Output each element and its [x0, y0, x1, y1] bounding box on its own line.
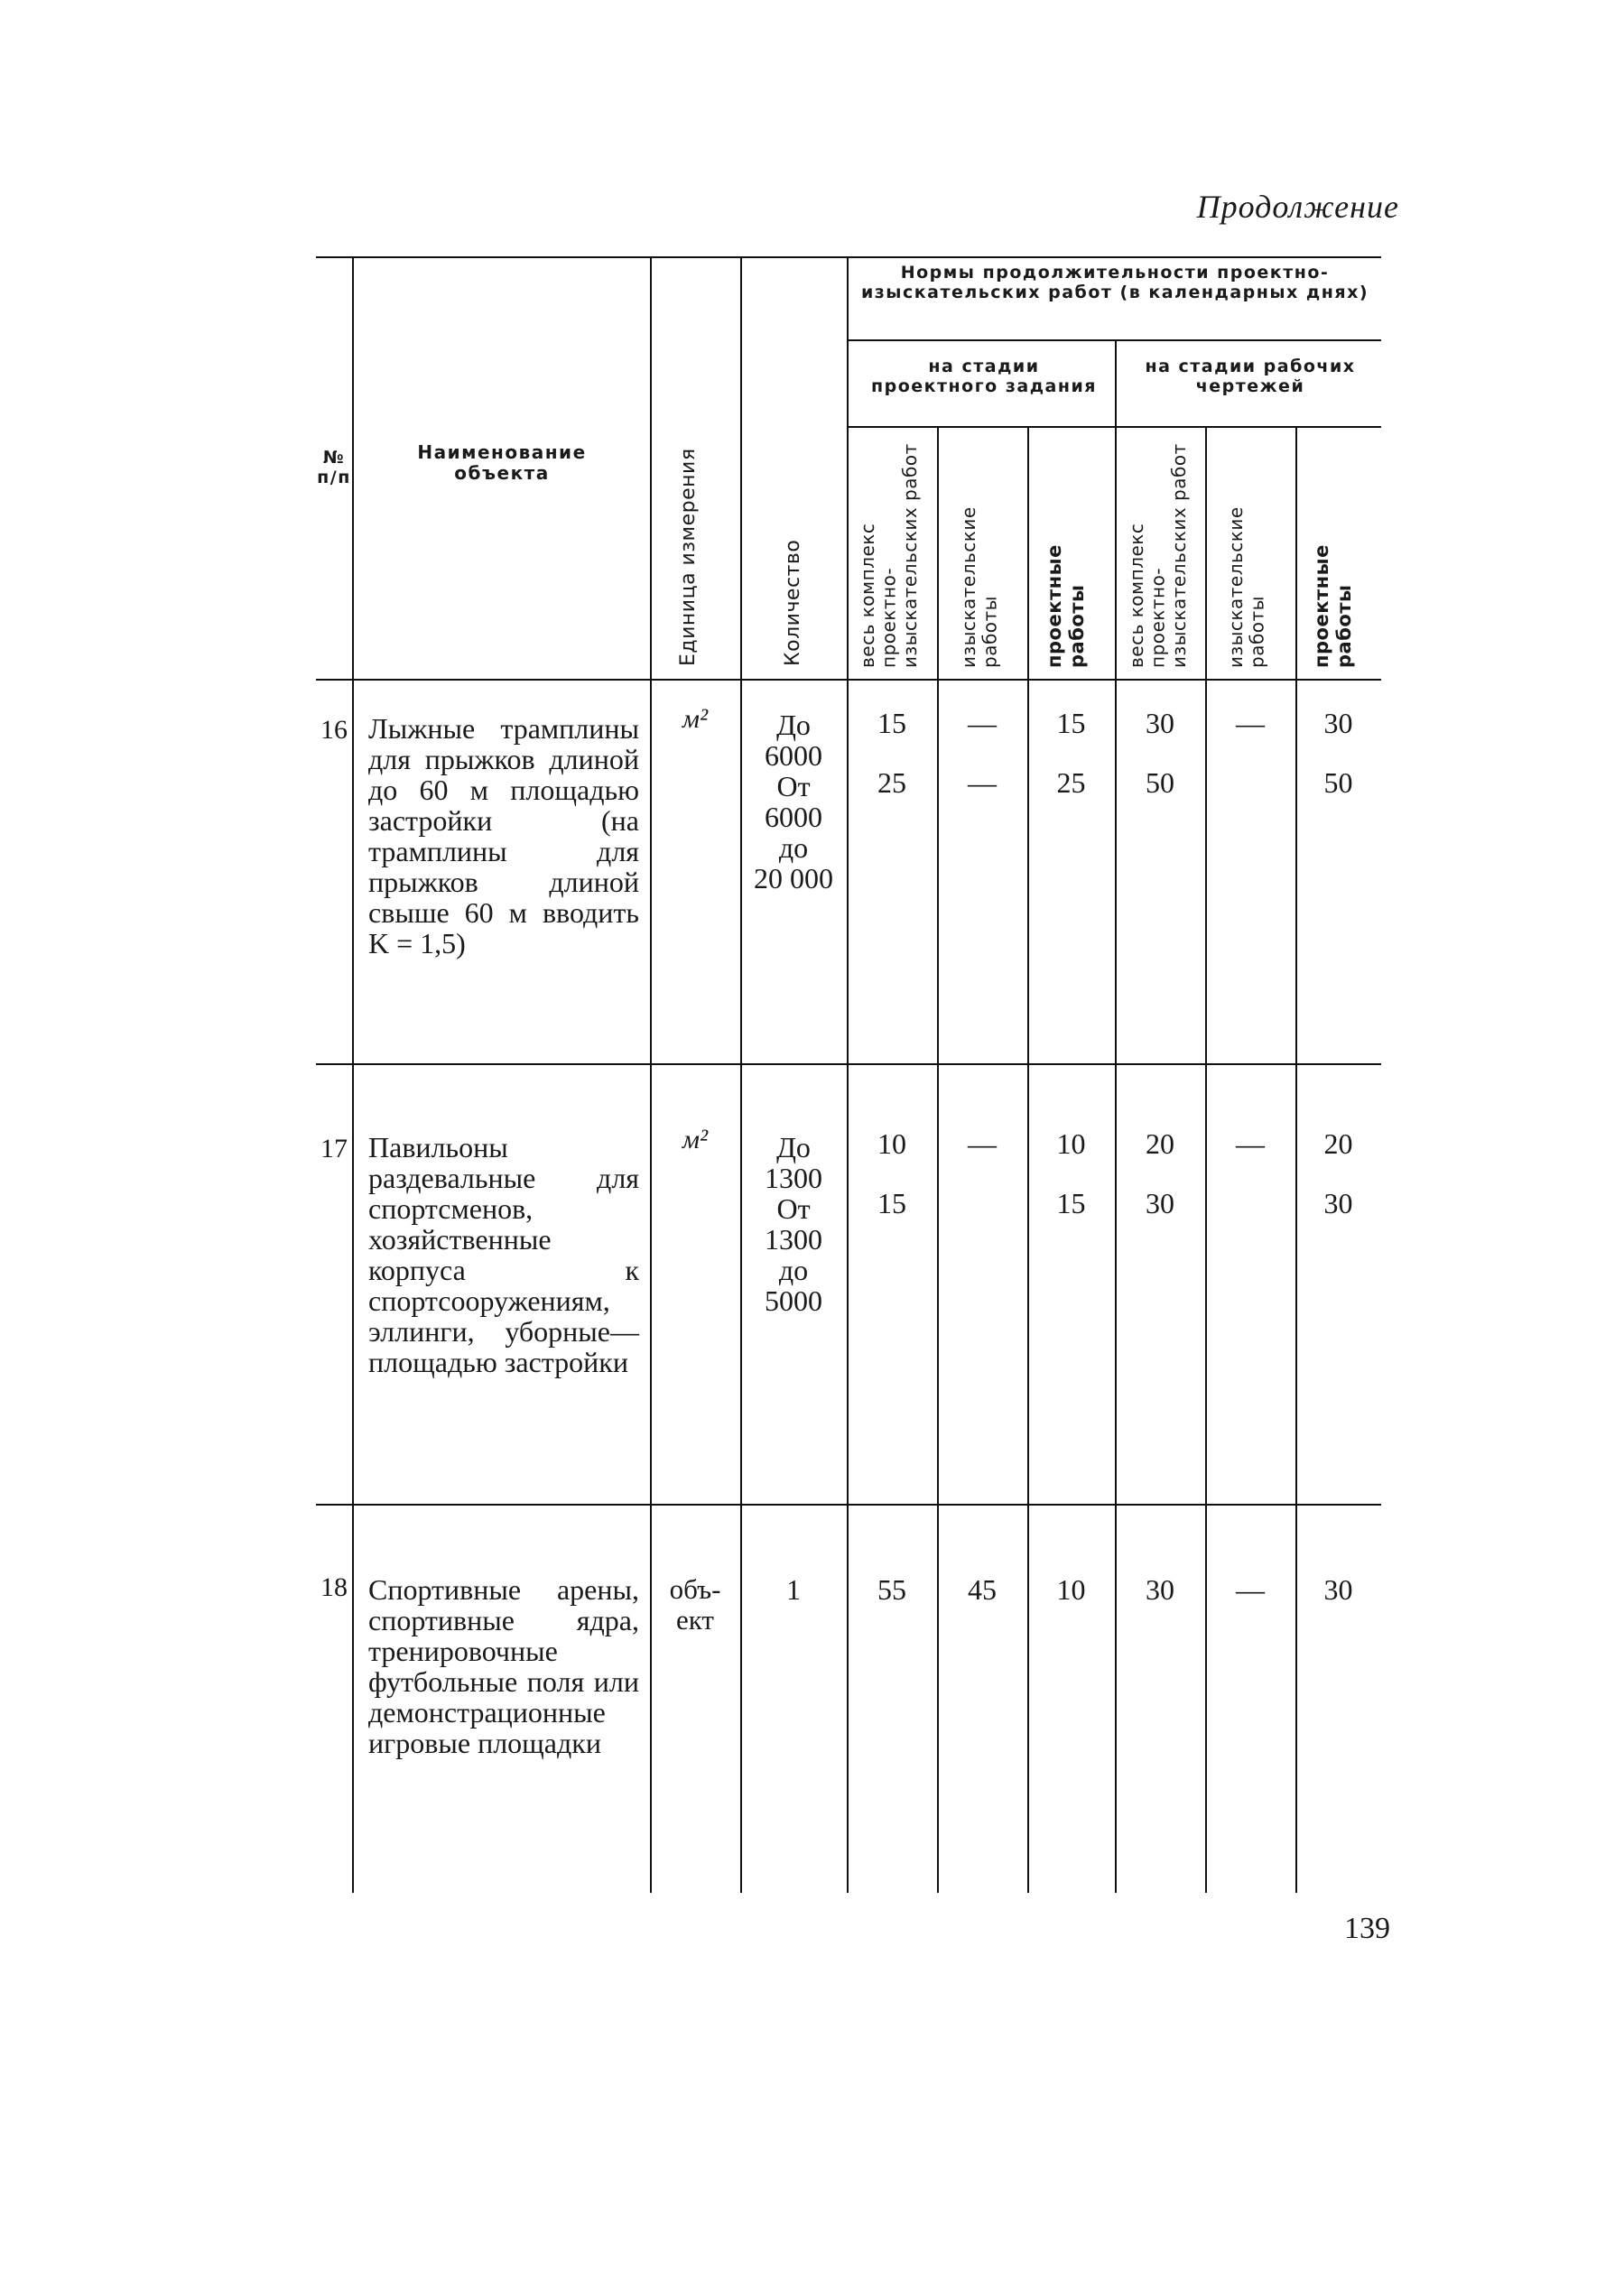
row-16-unit: м²: [682, 704, 709, 734]
row-18-survey-1: 45: [968, 1573, 997, 1606]
row-16-design-1: 15 25: [1056, 707, 1086, 799]
row-18-unit: объ- ект: [669, 1573, 721, 1636]
row-17-quantity: До 1300 От 1300 до 5000: [765, 1131, 822, 1317]
header-row-number: № п/п: [317, 448, 351, 487]
row-17-unit: м²: [682, 1125, 709, 1154]
table-top-rule: [316, 256, 1381, 258]
row-18-quantity: 1: [786, 1573, 801, 1606]
continuation-label: Продолжение: [1196, 189, 1399, 225]
header-design-2: проектные работы: [1311, 544, 1355, 668]
row-18-survey-2: —: [1236, 1573, 1265, 1606]
row-16-survey-2: —: [1236, 707, 1265, 739]
row-17-survey-2: —: [1236, 1127, 1265, 1160]
page-number: 139: [1344, 1912, 1390, 1945]
header-full-complex-1: весь комплекс проектно-изыскательских работ: [857, 443, 922, 668]
row-18-full-complex-2: 30: [1146, 1573, 1174, 1606]
header-norms-group: Нормы продолжительности проектно-изыскательских работ (в календарных днях): [860, 263, 1369, 302]
col-rule-4: [847, 256, 849, 1893]
row-18-design-2: 30: [1323, 1573, 1353, 1606]
row-18-name: Спортивные арены, спортивные ядра, тренировочные футбольные поля или демонстрационные игровые площадки: [368, 1573, 639, 1759]
header-full-complex-2: весь комплекс проектно-изыскательских работ: [1126, 443, 1191, 668]
header-object-name: Наименование объекта: [417, 441, 587, 484]
header-design-1: проектные работы: [1044, 544, 1088, 668]
header-stage-working-drawings: на стадии рабочих чертежей: [1145, 357, 1356, 396]
header-bottom-rule: [316, 679, 1381, 681]
row-17-bottom-rule: [316, 1504, 1381, 1506]
row-18-design-1: 10: [1056, 1573, 1086, 1606]
row-17-full-complex-1: 10 15: [877, 1127, 906, 1219]
row-17-full-complex-2: 20 30: [1146, 1127, 1174, 1219]
row-16-design-2: 30 50: [1323, 707, 1353, 799]
row-17-survey-1: —: [968, 1127, 997, 1160]
row-16-name: Лыжные трамплины для прыжков длиной до 60 м площадью застройки (на трамплины для прыжков длиной свыше 60 м вводить K = 1,5): [368, 712, 639, 959]
header-unit: Единица измерения: [677, 448, 700, 666]
col-rule-2: [650, 256, 652, 1893]
row-16-bottom-rule: [316, 1063, 1381, 1065]
row-17-design-1: 10 15: [1056, 1127, 1086, 1219]
header-stage-project-task: на стадии проектного задания: [870, 357, 1098, 396]
row-18-full-complex-1: 55: [877, 1573, 906, 1606]
col-rule-1: [352, 256, 354, 1893]
row-18-number: 18: [320, 1572, 348, 1602]
row-16-survey-1: — —: [968, 707, 997, 799]
row-17-name: Павильоны раздевальные для спортсменов, хозяйственные корпуса к спортсооружениям, эллинги, уборные—площадью застройки: [368, 1131, 639, 1378]
header-quantity: Количество: [782, 539, 804, 666]
row-17-design-2: 20 30: [1323, 1127, 1353, 1219]
row-16-number: 16: [320, 715, 348, 745]
header-survey-2: изыскательские работы: [1225, 506, 1268, 668]
row-16-full-complex-1: 15 25: [877, 707, 906, 799]
stage-rule: [847, 426, 1381, 428]
row-16-quantity: До 6000 От 6000 до 20 000: [754, 709, 833, 894]
col-rule-3: [740, 256, 742, 1893]
row-17-number: 17: [320, 1134, 348, 1163]
header-survey-1: изыскательские работы: [958, 506, 1001, 668]
norms-group-rule: [847, 339, 1381, 341]
row-16-full-complex-2: 30 50: [1146, 707, 1174, 799]
norms-table: [316, 246, 1381, 1893]
